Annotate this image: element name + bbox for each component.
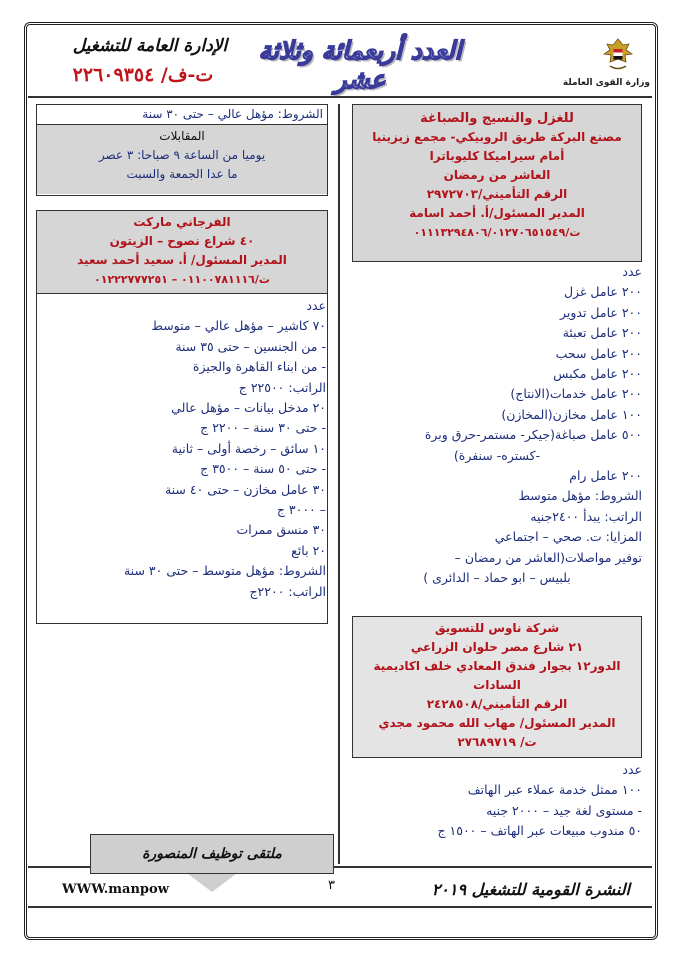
list-item: ٢٠٠ عامل رام [569,468,642,484]
naos-jobs-list [352,760,642,842]
naos-ad-line: الدور١٢ بجوار فندق المعادي خلف اكاديمية [373,659,621,673]
list-item: ٥٠ مندوب مبيعات عبر الهاتف – ١٥٠٠ ج [437,823,642,839]
list-item: – ٣٠٠٠ ج [276,502,326,518]
list-item: الشروط: مؤهل متوسط [518,488,642,504]
textile-ad-box [352,104,642,262]
list-item: - حتى ٥٠ سنة – ٣٥٠٠ ج [200,461,326,477]
list-item: ٢٠٠ عامل سحب [555,345,642,361]
issue-title: العدد أربعمائة وثلاثة عشر [258,36,462,94]
interviews-title: المقابلات [159,129,205,143]
textile-ad-line: المدير المسئول/أ. أحمد اسامة [409,206,585,220]
admin-phone: ت-ف/ ٢٢٦٠٩٣٥٤ [72,64,214,86]
count-label: عدد [622,762,642,777]
textile-ad-line: ت/٠١١١٣٢٩٤٨٠٦/٠١٢٧٠٦٥١٥٤٩ [413,226,581,239]
egypt-eagle-emblem-icon [600,36,636,74]
list-item: - حتى ٣٠ سنة – ٢٢٠٠ ج [200,420,326,436]
list-item: ٣٠ عامل مخازن – حتى ٤٠ سنة [164,481,326,497]
naos-ad-line: ٢١ شارع مصر حلوان الزراعي [410,640,584,654]
list-item: ٢٠٠ عامل خدمات(الانتاج) [510,386,642,402]
textile-ad-line: الرقم التأميني/٢٩٧٢٧٠٣ [426,187,568,201]
textile-ad-line: للغزل والنسيج والصباغة [420,111,574,126]
list-item: الراتب: ٢٢٠٠ج [249,583,326,599]
count-label: عدد [622,264,642,279]
list-item: -كستره- سنفرة) [453,447,541,463]
naos-ad-line: المدير المسئول/ مهاب الله محمود مجدي [378,716,616,730]
list-item: - مستوى لغة جيد – ٢٠٠٠ جنيه [486,802,642,818]
textile-ad-line: مصنع البركة طريق الروبيكي- مجمع زيزينيا [372,130,622,144]
list-item: ١٠٠ ممثل خدمة عملاء عبر الهاتف [467,782,642,798]
list-item: ٥٠٠ عامل صباغة(جيكر- مستمر-حرق وبرة [424,427,642,443]
column-divider [338,104,340,864]
list-item: ٢٠٠ عامل تدوير [560,304,642,320]
fargany-ad-line: المدير المسئول/ أ. سعيد أحمد سعيد [77,253,287,267]
naos-ad-line: ت/ ٢٧٦٨٩٧١٩ [457,735,537,749]
list-item: توفير مواصلات(العاشر من رمضان – [454,549,642,565]
textile-ad-line: أمام سيراميكا كليوباترا [429,149,565,163]
interviews-time: يوميا من الساعة ٩ صباحا: ٣ عصر [98,148,266,162]
list-item: ٢٠٠ عامل تعبئة [562,325,642,341]
list-item: - من الجنسين – حتى ٣٥ سنة [175,338,326,354]
list-item: المزايا: ت. صحي – اجتماعي [494,529,642,545]
list-item: الشروط: مؤهل متوسط – حتى ٣٠ سنة [123,563,326,579]
mansoura-fair-banner: ملتقى توظيف المنصورة [90,834,334,874]
textile-jobs-list [352,262,642,589]
list-item: ٢٠٠ عامل غزل [563,284,642,300]
list-item: بلبيس – ابو حماد – الدائرى ) [423,570,571,586]
fargany-ad-line: ت/٠١١٠٠٧٨١١١٦ – ٠١٢٢٢٧٧٧٢٥١ [94,273,270,286]
list-item: ٢٠٠ عامل مكبس [553,366,642,382]
fargany-ad-line: ٤٠ شراع نصوح – الزيتون [109,234,255,248]
list-item: ٢٠ مدخل بيانات – مؤهل عالي [171,400,326,416]
interviews-conditions: الشروط: مؤهل عالي – حتى ٣٠ سنة [142,107,323,121]
admin-name: الإدارة العامة للتشغيل [72,36,228,56]
banner-arrow-icon [188,874,236,892]
list-item: ١٠٠ عامل مخازن(المخازن) [501,406,642,422]
fargany-ad-frame [36,294,328,624]
list-item: ٢٠ بائع [291,542,326,558]
header-divider [28,96,652,98]
list-item: ٧٠ كاشير – مؤهل عالي – متوسط [151,318,326,334]
interviews-box [36,104,328,196]
naos-ad-line: الرقم التأميني/٢٤٢٨٥٠٨ [426,697,568,711]
naos-ad-line: شركة ناوس للتسويق [434,621,560,635]
count-label: عدد [306,298,326,313]
interviews-except: ما عدا الجمعة والسبت [126,167,238,181]
ministry-name: وزارة القوى العاملة [562,78,650,88]
list-item: ٣٠ منسق ممرات [236,522,326,538]
fargany-ad-line: الفرجاني ماركت [133,215,231,229]
publication-name: النشرة القومية للتشغيل ٢٠١٩ [431,880,630,899]
footer-bottom-rule [28,906,652,908]
website-url: WWW.manpow [62,882,169,897]
page-number: ٣ [328,878,335,893]
fargany-ad-box [36,210,328,294]
naos-ad-box [352,616,642,758]
textile-ad-line: العاشر من رمضان [443,168,551,182]
naos-ad-line: السادات [473,678,521,692]
list-item: الراتب: يبدأ ٢٤٠٠جنيه [530,508,642,524]
list-item: الراتب: ٢٢٥٠٠ ج [238,379,326,395]
list-item: ١٠ سائق – رخصة أولى – ثانية [171,440,326,456]
list-item: - من ابناء القاهرة والجيزة [192,359,326,375]
